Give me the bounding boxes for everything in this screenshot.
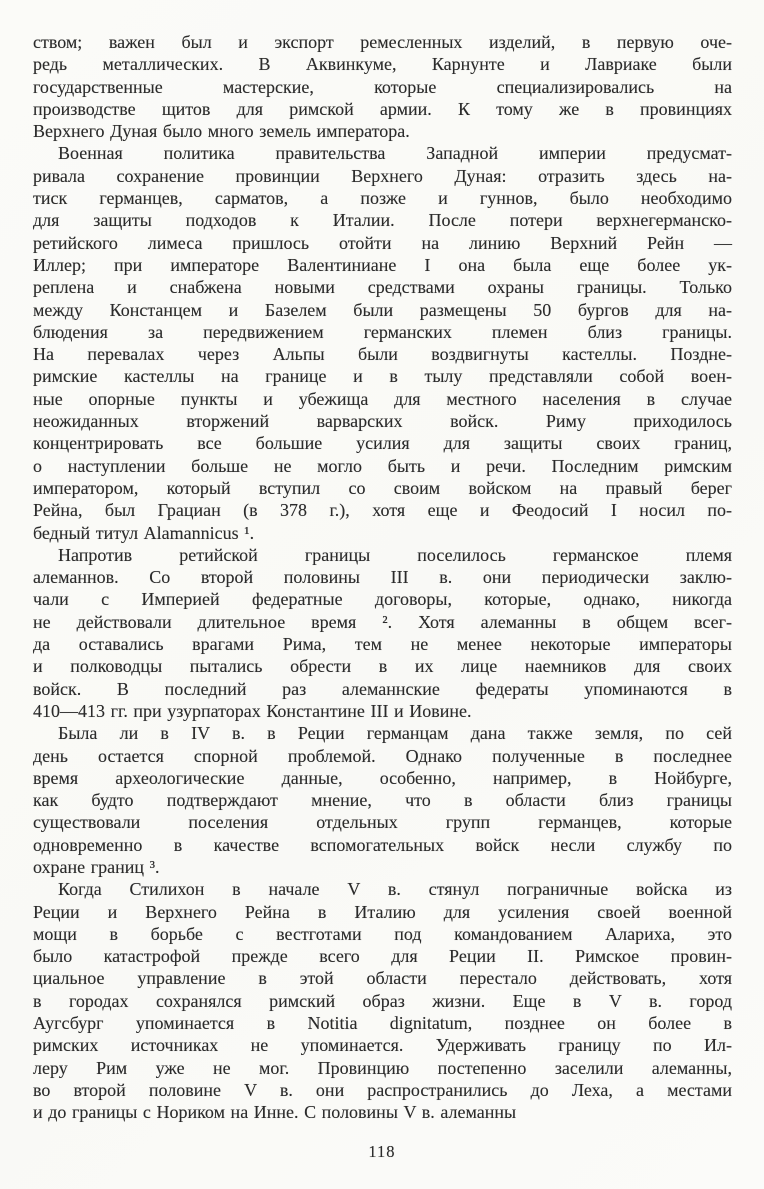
text-line: о наступлении больше не могло быть и речи. Последним римским — [33, 455, 732, 476]
text-line: охране границ ³. — [33, 856, 160, 877]
text-line: и полководцы пытались обрести в их лице наемников для своих — [33, 656, 732, 677]
text-line: не действовали длительное время ². Хотя алеманны в общем всег- — [33, 611, 732, 632]
text-line: войск. В последний раз алеманнские федераты упоминаются в — [33, 678, 732, 699]
text-line: римских источниках не упоминается. Удерживать границу по Ил- — [33, 1035, 732, 1056]
text-line: блюдения за передвижением германских племен близ границы. — [33, 321, 732, 342]
text-line: римские кастеллы на границе и в тылу представляли собой воен- — [33, 366, 732, 387]
text-line: Иллер; при императоре Валентиниане I она была еще более ук- — [33, 254, 732, 275]
text-line: леру Рим уже не мог. Провинцию постепенно заселили алеманны, — [33, 1057, 732, 1078]
text-line: как будто подтверждают мнение, что в области близ границы — [33, 790, 732, 811]
text-line: Реции и Верхнего Рейна в Италию для усиления своей военной — [33, 901, 732, 922]
text-line: и до границы с Нориком на Инне. С половины V в. алеманны — [33, 1102, 517, 1123]
text-line: Военная политика правительства Западной империи предусмат- — [58, 143, 732, 164]
text-line: ривала сохранение провинции Верхнего Дуная: отразить здесь на- — [33, 165, 732, 186]
text-line: алеманнов. Со второй половины III в. они периодически заклю- — [33, 567, 732, 588]
text-line: концентрировать все большие усилия для защиты своих границ, — [33, 433, 732, 454]
text-line: редь металлических. В Аквинкуме, Карнунте и Лавриаке были — [33, 54, 732, 75]
text-line: неожиданных вторжений варварских войск. Риму приходилось — [33, 411, 732, 432]
paragraph — [33, 142, 732, 543]
text-line: одновременно в качестве вспомогательных войск несли службу по — [33, 834, 732, 855]
text-line: Была ли в IV в. в Реции германцам дана также земля, по сей — [58, 723, 732, 744]
text-line: государственные мастерские, которые специализировались на — [33, 76, 732, 97]
text-line: ретийского лимеса пришлось отойти на линию Верхний Рейн — — [33, 232, 732, 253]
paragraph — [33, 722, 732, 878]
text-line: чали с Империей федератные договоры, которые, однако, никогда — [33, 589, 732, 610]
text-line: производстве щитов для римской армии. К тому же в провинциях — [33, 98, 732, 119]
text-line: для защиты подходов к Италии. После потери верхнегерманско- — [33, 210, 732, 231]
text-line: день остается спорной проблемой. Однако полученные в последнее — [33, 745, 732, 766]
text-line: Когда Стилихон в начале V в. стянул пограничные войска из — [58, 879, 732, 900]
text-line: между Констанцем и Базелем были размещены 50 бургов для на- — [33, 299, 732, 320]
paragraph — [33, 544, 732, 722]
text-line: На перевалах через Альпы были воздвигнуты кастеллы. Поздне- — [33, 344, 732, 365]
text-line: тиск германцев, сарматов, а позже и гуннов, было необходимо — [33, 188, 732, 209]
paragraph — [33, 31, 732, 142]
text-line: мощи в борьбе с вестготами под командованием Алариха, это — [33, 923, 732, 944]
text-line: ные опорные пункты и убежища для местного населения в случае — [33, 388, 732, 409]
text-line: в городах сохранялся римский образ жизни. Еще в V в. город — [33, 990, 732, 1011]
text-line: время археологические данные, особенно, например, в Нойбурге, — [33, 767, 732, 788]
text-line: бедный титул Alamannicus ¹. — [33, 522, 255, 543]
text-line: существовали поселения отдельных групп германцев, которые — [33, 812, 732, 833]
text-line: реплена и снабжена новыми средствами охраны границы. Только — [33, 277, 732, 298]
text-line: Верхнего Дуная было много земель императора. — [33, 121, 410, 142]
text-line: да оставались врагами Рима, тем не менее некоторые императоры — [33, 634, 732, 655]
page-number: 118 — [368, 1142, 396, 1161]
text-line: Рейна, был Грациан (в 378 г.), хотя еще и Феодосий I носил по- — [33, 500, 732, 521]
text-line: ством; важен был и экспорт ремесленных изделий, в первую оче- — [33, 32, 732, 52]
text-line: императором, который вступил со своим войском на правый берег — [33, 477, 732, 498]
page-text — [33, 31, 732, 1124]
text-line: 410—413 гг. при узурпаторах Константине III и Иовине. — [33, 700, 472, 721]
text-line: во второй половине V в. они распространились до Леха, а местами — [33, 1079, 732, 1100]
text-line: Аугсбург упоминается в Notitia dignitatum, позднее он более в — [33, 1013, 732, 1034]
text-line: циальное управление в этой области перестало действовать, хотя — [33, 968, 732, 989]
text-line: Напротив ретийской границы поселилось германское племя — [58, 544, 732, 565]
paragraph — [33, 878, 732, 1123]
text-line: было катастрофой прежде всего для Реции II. Римское провин- — [33, 946, 732, 967]
